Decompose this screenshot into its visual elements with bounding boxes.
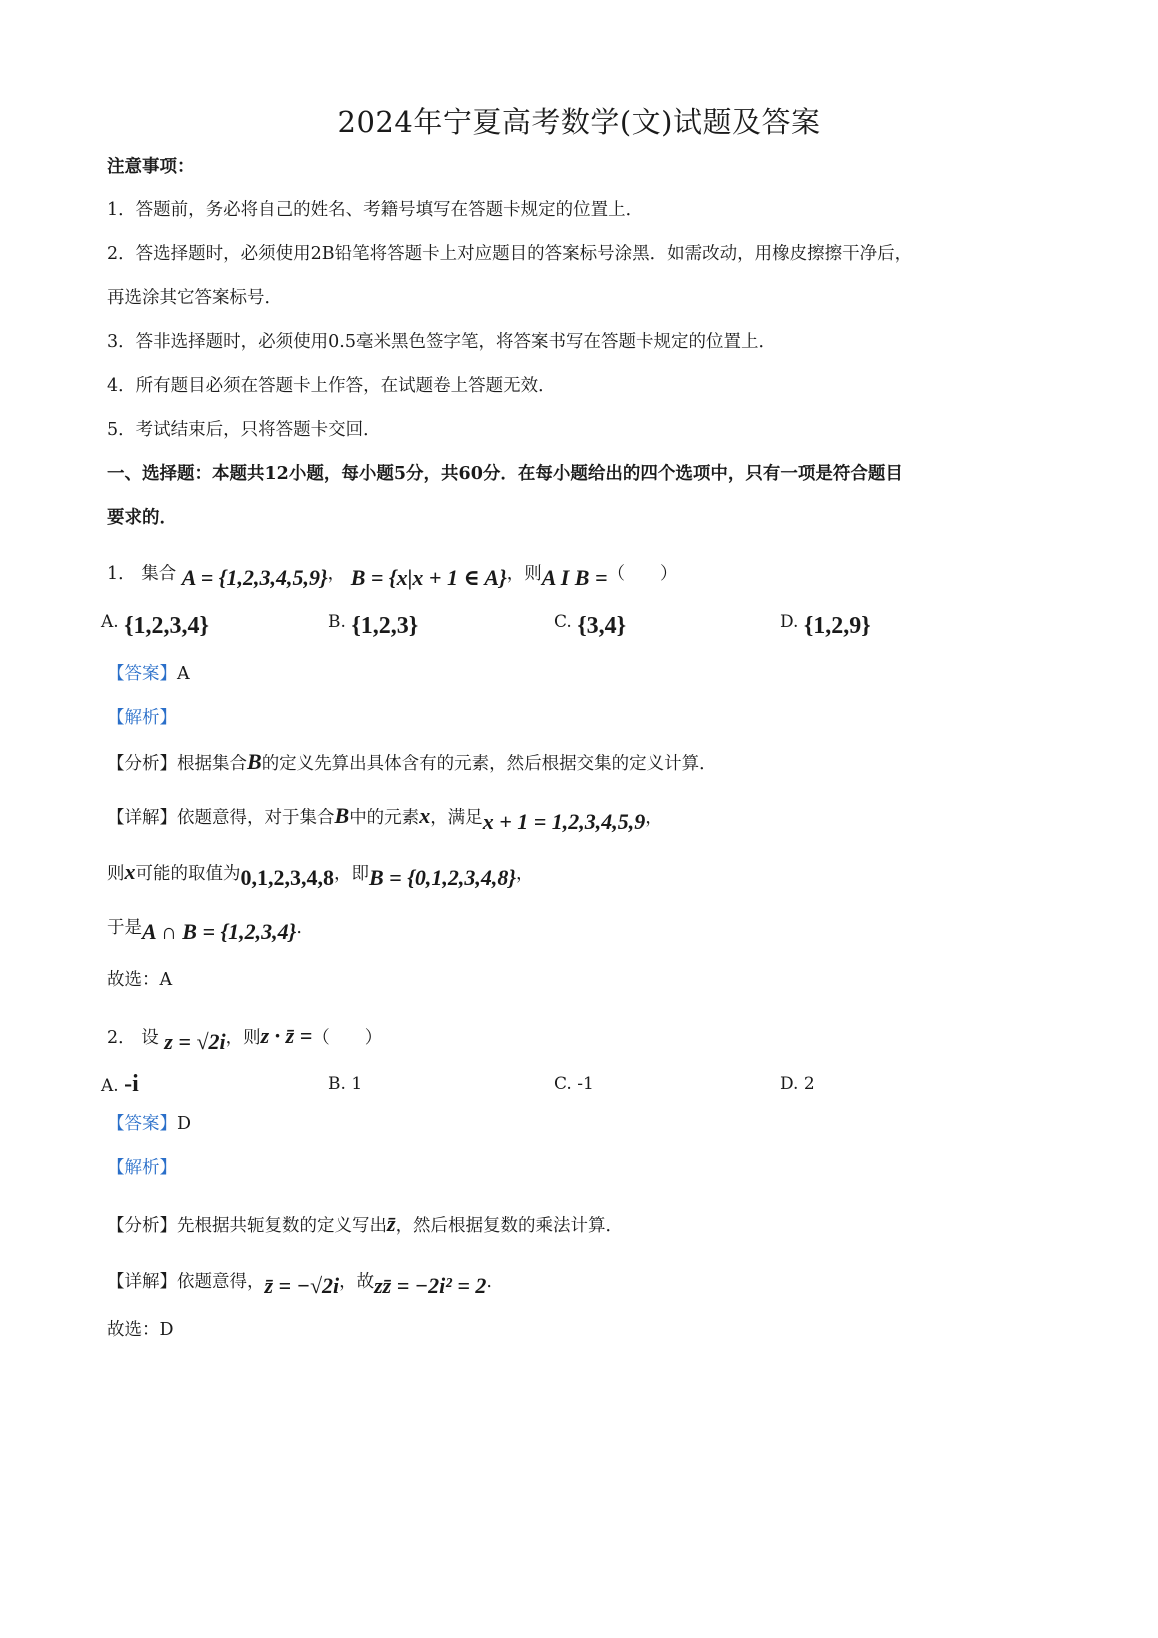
q2-analysis-heading bbox=[107, 1156, 177, 1180]
answer-value: D bbox=[177, 1114, 192, 1134]
xj-math: zz̄ = −2i² = 2 bbox=[374, 1273, 487, 1298]
q2-option-d bbox=[780, 1072, 815, 1096]
q1-xiangjie bbox=[107, 804, 663, 834]
fenxi-math: z̄ bbox=[387, 1211, 396, 1236]
fenxi-text: 的定义先算出具体含有的元素，然后根据交集的定义计算． bbox=[261, 754, 717, 774]
q2-answer bbox=[107, 1112, 191, 1136]
xj-text: ，故 bbox=[339, 1272, 375, 1292]
q2-option-b bbox=[328, 1072, 362, 1096]
q2-option-a bbox=[101, 1072, 139, 1098]
answer-tag: 【答案】 bbox=[107, 1114, 177, 1134]
xj-text: 依题意得， bbox=[177, 1272, 265, 1292]
section-heading: 一、选择题：本题共12小题，每小题5分，共60分．在每小题给出的四个选项中，只有一项是符合题目 bbox=[107, 464, 903, 484]
section-heading-cont: 要求的． bbox=[107, 508, 177, 528]
q1-analysis-heading bbox=[107, 706, 177, 730]
notice-item-2: 2．答选择题时，必须使用2B铅笔将答题卡上对应题目的答案标号涂黑．如需改动，用橡皮擦擦干净后， bbox=[107, 244, 913, 264]
analysis-tag: 【解析】 bbox=[107, 1158, 177, 1178]
fenxi-math: B bbox=[247, 749, 262, 774]
q1-option-a bbox=[101, 610, 209, 638]
notice-item-2-cont: 再选涂其它答案标号． bbox=[107, 288, 282, 308]
q1-answer bbox=[107, 662, 190, 686]
fenxi-tag: 【分析】 bbox=[107, 754, 177, 774]
option-label: A. bbox=[101, 1076, 119, 1096]
option-label: B. bbox=[328, 1074, 346, 1094]
option-label: D. bbox=[780, 1074, 799, 1094]
xj-math: A ∩ B = {1,2,3,4} bbox=[142, 919, 297, 944]
fenxi-text: ，然后根据复数的乘法计算． bbox=[395, 1216, 624, 1236]
notice-item-1: 1．答题前，务必将自己的姓名、考籍号填写在答题卡规定的位置上． bbox=[107, 200, 644, 220]
xj-text: 可能的取值为 bbox=[135, 864, 241, 884]
notice-heading: 注意事项： bbox=[107, 157, 195, 177]
q2-fenxi bbox=[107, 1212, 623, 1238]
fenxi-text: 根据集合 bbox=[177, 754, 247, 774]
option-value: {1,2,9} bbox=[803, 613, 871, 639]
q1-text-a: 集合 bbox=[141, 564, 177, 584]
xj-text: . bbox=[486, 1272, 492, 1292]
xiangjie-tag: 【详解】 bbox=[107, 808, 177, 828]
xj-text: . bbox=[296, 918, 302, 938]
xj-text: ， bbox=[645, 808, 663, 828]
q1-fenxi bbox=[107, 750, 717, 776]
q1-paren: （ ） bbox=[607, 564, 678, 584]
q1-choose: 故选：A bbox=[107, 970, 173, 990]
option-value: 1 bbox=[351, 1074, 363, 1094]
xj-text: 于是 bbox=[107, 918, 142, 938]
option-value: 2 bbox=[803, 1074, 815, 1094]
option-label: A. bbox=[101, 612, 119, 632]
q1-number: 1． bbox=[107, 564, 136, 584]
answer-value: A bbox=[177, 664, 190, 684]
q1-text-b: ，则 bbox=[506, 564, 542, 584]
xj-text: ，满足 bbox=[430, 808, 483, 828]
xj-math: 0,1,2,3,4,8 bbox=[240, 865, 334, 890]
option-label: B. bbox=[328, 612, 346, 632]
option-value: -i bbox=[124, 1071, 139, 1097]
q1-option-d bbox=[780, 610, 871, 638]
option-label: C. bbox=[554, 612, 572, 632]
q1-expr: A I B = bbox=[541, 565, 608, 590]
xiangjie-tag: 【详解】 bbox=[107, 1272, 177, 1292]
option-value: {1,2,3} bbox=[351, 613, 419, 639]
xj-math: x bbox=[124, 859, 136, 884]
xj-text: ，即 bbox=[334, 864, 369, 884]
option-label: D. bbox=[780, 612, 799, 632]
xj-text: 中的元素 bbox=[349, 808, 420, 828]
xj-math: x + 1 = 1,2,3,4,5,9 bbox=[482, 809, 646, 834]
q2-number: 2． bbox=[107, 1028, 136, 1048]
option-value: -1 bbox=[577, 1074, 594, 1094]
fenxi-text: 先根据共轭复数的定义写出 bbox=[177, 1216, 387, 1236]
question-1 bbox=[107, 562, 678, 590]
q1-option-b bbox=[328, 610, 418, 638]
q1-option-c bbox=[554, 610, 626, 638]
xj-math: z̄ = −√2i bbox=[264, 1273, 340, 1298]
q1-set-a: A = {1,2,3,4,5,9} bbox=[181, 565, 328, 590]
q1-xiangjie-line-3 bbox=[107, 916, 302, 944]
xj-math: B bbox=[334, 803, 350, 828]
q1-xiangjie-line-2 bbox=[107, 860, 534, 890]
xj-math: B = {0,1,2,3,4,8} bbox=[369, 865, 517, 890]
option-value: {1,2,3,4} bbox=[124, 613, 210, 639]
q2-expr-a: z = √2i bbox=[164, 1029, 226, 1054]
q2-expr-b: z · z̄ = bbox=[260, 1023, 313, 1048]
xj-text: ， bbox=[516, 864, 534, 884]
option-label: C. bbox=[554, 1074, 572, 1094]
notice-item-3: 3．答非选择题时，必须使用0.5毫米黑色签字笔，将答案书写在答题卡规定的位置上． bbox=[107, 332, 776, 352]
fenxi-tag: 【分析】 bbox=[107, 1216, 177, 1236]
q2-xiangjie bbox=[107, 1270, 492, 1298]
q2-choose: 故选：D bbox=[107, 1320, 174, 1340]
q1-comma: ， bbox=[327, 564, 346, 584]
q2-text-b: ，则 bbox=[225, 1028, 261, 1048]
document-title: 2024年宁夏高考数学(文)试题及答案 bbox=[337, 105, 821, 139]
xj-math: x bbox=[419, 803, 431, 828]
q2-text-a: 设 bbox=[141, 1028, 159, 1048]
option-value: {3,4} bbox=[577, 613, 627, 639]
q1-set-b: B = {x|x + 1 ∈ A} bbox=[350, 565, 507, 590]
xj-text: 则 bbox=[107, 864, 125, 884]
answer-tag: 【答案】 bbox=[107, 664, 177, 684]
xj-text: 依题意得，对于集合 bbox=[177, 808, 335, 828]
q2-paren: （ ） bbox=[312, 1028, 383, 1048]
analysis-tag: 【解析】 bbox=[107, 708, 177, 728]
q2-option-c bbox=[554, 1072, 594, 1096]
question-2 bbox=[107, 1024, 382, 1054]
notice-item-4: 4．所有题目必须在答题卡上作答，在试题卷上答题无效． bbox=[107, 376, 556, 396]
notice-item-5: 5．考试结束后，只将答题卡交回． bbox=[107, 420, 381, 440]
